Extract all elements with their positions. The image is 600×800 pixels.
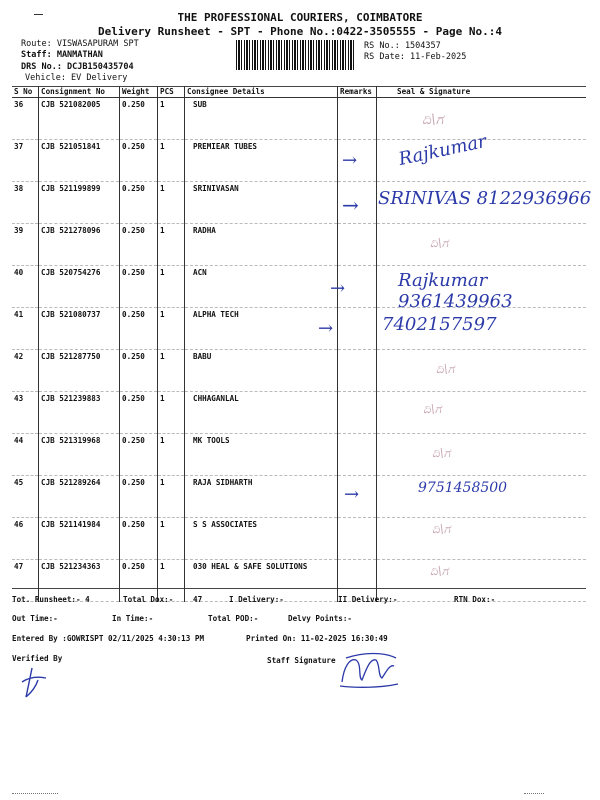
cell-sno: 38 bbox=[12, 182, 39, 224]
cell-sno: 41 bbox=[12, 308, 39, 350]
cell-sno: 42 bbox=[12, 350, 39, 392]
staff-label: Staff: MANMATHAN bbox=[21, 50, 103, 60]
cell-consignment-no: CJB 521234363 bbox=[39, 560, 120, 602]
runsheet-table bbox=[12, 86, 586, 602]
col-seal-signature: Seal & Signature bbox=[377, 86, 587, 98]
cell-consignment-no: CJB 521278096 bbox=[39, 224, 120, 266]
cell-weight: 0.250 bbox=[120, 434, 158, 476]
cell-pcs: 1 bbox=[158, 140, 185, 182]
cell-consignee: ALPHA TECH bbox=[185, 308, 338, 350]
table-row bbox=[12, 434, 586, 476]
table-row bbox=[12, 392, 586, 434]
cell-consignee: RAJA SIDHARTH bbox=[185, 476, 338, 518]
barcode bbox=[236, 40, 356, 70]
staff-signature-mark bbox=[336, 650, 402, 690]
cell-pcs: 1 bbox=[158, 476, 185, 518]
cell-weight: 0.250 bbox=[120, 476, 158, 518]
col-consignment: Consignment No bbox=[39, 86, 120, 98]
out-time: Out Time:- bbox=[12, 614, 58, 623]
tot-runsheet: Tot. Runsheet:- 4 bbox=[12, 595, 90, 604]
arrow-mark: → bbox=[330, 278, 346, 299]
cell-weight: 0.250 bbox=[120, 350, 158, 392]
table-row bbox=[12, 308, 586, 350]
cell-weight: 0.250 bbox=[120, 392, 158, 434]
stamp-mark: ದಿ\ಗ bbox=[436, 362, 455, 376]
cell-seal-signature bbox=[377, 392, 587, 434]
cell-seal-signature bbox=[377, 224, 587, 266]
arrow-mark: → bbox=[344, 484, 360, 505]
cell-seal-signature bbox=[377, 350, 587, 392]
cell-weight: 0.250 bbox=[120, 224, 158, 266]
cell-pcs: 1 bbox=[158, 434, 185, 476]
table-row bbox=[12, 140, 586, 182]
cell-sno: 39 bbox=[12, 224, 39, 266]
cell-consignment-no: CJB 521141984 bbox=[39, 518, 120, 560]
col-sno: S No bbox=[12, 86, 39, 98]
cell-pcs: 1 bbox=[158, 266, 185, 308]
handwritten-signature: 7402157597 bbox=[382, 314, 497, 335]
total-pod: Total POD:- bbox=[208, 614, 259, 623]
cell-remarks bbox=[338, 308, 377, 350]
cell-consignee: RADHA bbox=[185, 224, 338, 266]
cell-pcs: 1 bbox=[158, 350, 185, 392]
bottom-scan-mark bbox=[524, 793, 544, 795]
cell-weight: 0.250 bbox=[120, 308, 158, 350]
cell-remarks bbox=[338, 350, 377, 392]
staff-signature-label: Staff Signature bbox=[267, 656, 336, 665]
stamp-mark: ದಿ\ಗ bbox=[432, 446, 451, 460]
table-row bbox=[12, 98, 586, 140]
i-delivery: I Delivery:- bbox=[229, 595, 284, 604]
cell-consignee: BABU bbox=[185, 350, 338, 392]
cell-pcs: 1 bbox=[158, 182, 185, 224]
rs-date: RS Date: 11-Feb-2025 bbox=[364, 52, 467, 62]
cell-consignment-no: CJB 521287750 bbox=[39, 350, 120, 392]
cell-weight: 0.250 bbox=[120, 182, 158, 224]
cell-pcs: 1 bbox=[158, 560, 185, 602]
col-remarks: Remarks bbox=[338, 86, 377, 98]
cell-sno: 43 bbox=[12, 392, 39, 434]
cell-pcs: 1 bbox=[158, 392, 185, 434]
bottom-scan-mark bbox=[12, 793, 58, 795]
col-consignee: Consignee Details bbox=[185, 86, 338, 98]
cell-weight: 0.250 bbox=[120, 560, 158, 602]
handwritten-signature: 9751458500 bbox=[418, 480, 508, 496]
printed-on: Printed On: 11-02-2025 16:30:49 bbox=[246, 634, 388, 643]
verifier-signature bbox=[18, 664, 52, 700]
vehicle-label: Vehicle: EV Delivery bbox=[25, 73, 128, 83]
stamp-mark: ದಿ\ಗ bbox=[422, 112, 444, 128]
cell-sno: 45 bbox=[12, 476, 39, 518]
cell-consignee: CHHAGANLAL bbox=[185, 392, 338, 434]
cell-consignee: 030 HEAL & SAFE SOLUTIONS bbox=[185, 560, 338, 602]
cell-pcs: 1 bbox=[158, 518, 185, 560]
cell-remarks bbox=[338, 392, 377, 434]
handwritten-signature: SRINIVAS 8122936966 bbox=[378, 188, 592, 209]
cell-weight: 0.250 bbox=[120, 266, 158, 308]
cell-consignment-no: CJB 521199899 bbox=[39, 182, 120, 224]
cell-consignment-no: CJB 521239883 bbox=[39, 392, 120, 434]
arrow-mark: → bbox=[318, 318, 334, 339]
cell-pcs: 1 bbox=[158, 98, 185, 140]
cell-consignment-no: CJB 521051841 bbox=[39, 140, 120, 182]
cell-pcs: 1 bbox=[158, 308, 185, 350]
cell-weight: 0.250 bbox=[120, 140, 158, 182]
cell-remarks bbox=[338, 224, 377, 266]
cell-consignment-no: CJB 521319968 bbox=[39, 434, 120, 476]
total-dox-value: 47 bbox=[193, 595, 203, 604]
cell-remarks bbox=[338, 98, 377, 140]
in-time: In Time:- bbox=[112, 614, 154, 623]
total-dox-label: Total Dox:- bbox=[123, 595, 174, 604]
cell-consignee: MK TOOLS bbox=[185, 434, 338, 476]
arrow-mark: → bbox=[342, 150, 358, 171]
cell-weight: 0.250 bbox=[120, 98, 158, 140]
company-title: THE PROFESSIONAL COURIERS, COIMBATORE bbox=[177, 11, 423, 24]
cell-pcs: 1 bbox=[158, 224, 185, 266]
cell-consignment-no: CJB 521289264 bbox=[39, 476, 120, 518]
cell-sno: 36 bbox=[12, 98, 39, 140]
stamp-mark: ದಿ\ಗ bbox=[430, 236, 449, 250]
table-header-row bbox=[12, 86, 586, 98]
table-row bbox=[12, 518, 586, 560]
cell-consignee: ACN bbox=[185, 266, 338, 308]
cell-consignment-no: CJB 521082005 bbox=[39, 98, 120, 140]
cell-sno: 37 bbox=[12, 140, 39, 182]
table-row bbox=[12, 560, 586, 602]
cell-seal-signature bbox=[377, 518, 587, 560]
handwritten-signature: Rajkumar 9361439963 bbox=[398, 270, 513, 312]
handwritten-signature: Rajkumar bbox=[396, 130, 489, 171]
cell-weight: 0.250 bbox=[120, 518, 158, 560]
table-row bbox=[12, 350, 586, 392]
stamp-mark: ದಿ\ಗ bbox=[430, 564, 449, 578]
cell-consignee: PREMIEAR TUBES bbox=[185, 140, 338, 182]
cell-sno: 40 bbox=[12, 266, 39, 308]
route-label: Route: VISWASAPURAM SPT bbox=[21, 39, 139, 49]
table-row bbox=[12, 224, 586, 266]
cell-sno: 44 bbox=[12, 434, 39, 476]
stamp-mark: ದಿ\ಗ bbox=[432, 522, 451, 536]
cell-consignment-no: CJB 520754276 bbox=[39, 266, 120, 308]
cell-sno: 47 bbox=[12, 560, 39, 602]
delvy-points: Delvy Points:- bbox=[288, 614, 353, 623]
cell-consignee: S S ASSOCIATES bbox=[185, 518, 338, 560]
cell-seal-signature bbox=[377, 434, 587, 476]
verified-by-label: Verified By bbox=[12, 654, 63, 663]
cell-sno: 46 bbox=[12, 518, 39, 560]
col-pcs: PCS bbox=[158, 86, 185, 98]
arrow-mark: → bbox=[342, 193, 359, 217]
cell-consignee: SUB bbox=[185, 98, 338, 140]
cell-remarks bbox=[338, 434, 377, 476]
cell-remarks bbox=[338, 518, 377, 560]
ii-delivery: II Delivery:- bbox=[338, 595, 398, 604]
cell-consignee: SRINIVASAN bbox=[185, 182, 338, 224]
stamp-mark: ದಿ\ಗ bbox=[423, 402, 442, 416]
cell-consignment-no: CJB 521080737 bbox=[39, 308, 120, 350]
runsheet-subtitle: Delivery Runsheet - SPT - Phone No.:0422-3505555 - Page No.:4 bbox=[98, 25, 502, 38]
rtn-dox: RTN Dox:- bbox=[454, 595, 496, 604]
rs-number: RS No.: 1504357 bbox=[364, 41, 441, 51]
drs-number: DRS No.: DCJB150435704 bbox=[21, 62, 134, 72]
col-weight: Weight bbox=[120, 86, 158, 98]
entered-by: Entered By :GOWRISPT 02/11/2025 4:30:13 PM bbox=[12, 634, 205, 643]
